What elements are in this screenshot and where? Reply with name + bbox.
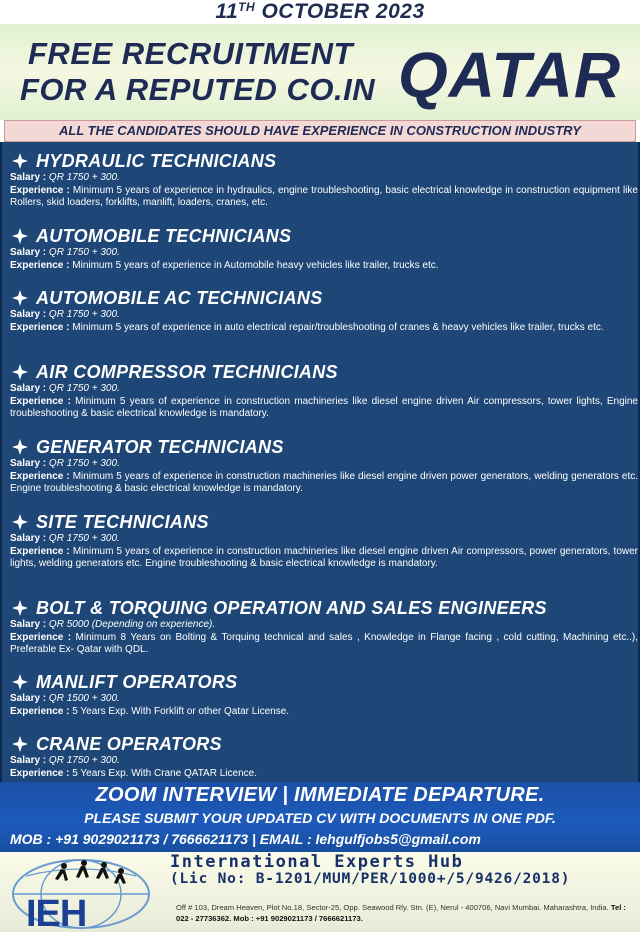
job-title: HYDRAULIC TECHNICIANS (36, 150, 277, 171)
headline-line-1: FREE RECRUITMENT (28, 36, 353, 71)
job-title: AUTOMOBILE TECHNICIANS (36, 225, 292, 246)
headline-line-2: FOR A REPUTED CO.IN (20, 72, 376, 107)
job-item (10, 671, 638, 718)
job-experience: Experience : 5 Years Exp. With Crane QATAR Licence. (10, 767, 257, 779)
country-name: QATAR (398, 39, 622, 111)
job-item (10, 361, 638, 421)
diamond-bullet-icon (10, 512, 30, 532)
application-footer (0, 782, 640, 852)
job-item (10, 225, 638, 272)
job-item (10, 511, 638, 571)
job-title: GENERATOR TECHNICIANS (36, 436, 284, 457)
diamond-bullet-icon (10, 437, 30, 457)
job-title: AUTOMOBILE AC TECHNICIANS (36, 287, 323, 308)
job-experience: Experience : Minimum 5 years of experience in hydraulics, engine troubleshooting, basic electrical knowledge in construction equipment like Rollers, skid loaders, forklifts, manlift, loaders, cranes, etc. (10, 184, 638, 208)
job-experience: Experience : Minimum 5 years of experience in construction machineries like diesel engine driven power generators, welding generators etc. Engine troubleshooting & basic electrical knowledge is mandatory. (10, 470, 639, 494)
job-experience: Experience : Minimum 8 Years on Bolting & Torquing technical and sales , Knowledge in Flange facing , cold cutting, Machining etc..), Preferable Ex- Qatar with QDL. (10, 631, 638, 655)
industry-requirement-bar (4, 120, 636, 142)
diamond-bullet-icon (10, 226, 30, 246)
posting-date: 11TH OCTOBER 2023 (215, 0, 425, 23)
diamond-bullet-icon (10, 734, 30, 754)
job-experience: Experience : Minimum 5 years of experience in construction machineries like diesel engine driven Air compressors, power generators, tower lights, welding generators etc. Engine troubleshooting & basic electrical knowledge is mandatory. (10, 545, 638, 569)
job-title: BOLT & TORQUING OPERATION AND SALES ENGINEERS (36, 597, 547, 618)
job-experience: Experience : Minimum 5 years of experience in Automobile heavy vehicles like trailer, trucks etc. (10, 259, 439, 271)
agency-name: International Experts Hub (170, 852, 464, 872)
job-item (10, 287, 638, 334)
job-experience: Experience : 5 Years Exp. With Forklift or other Qatar License. (10, 705, 290, 717)
job-list (0, 142, 640, 782)
diamond-bullet-icon (10, 288, 30, 308)
job-experience: Experience : Minimum 5 years of experience in auto electrical repair/troubleshooting of cranes & heavy vehicles like trailer, trucks etc. (10, 321, 604, 333)
contact-line: MOB : +91 9029021173 / 7666621173 | EMAIL : Iehgulfjobs5@gmail.com (10, 831, 481, 847)
job-salary: Salary : QR 1750 + 300. (10, 247, 120, 258)
job-experience: Experience : Minimum 5 years of experience in construction machineries like diesel engine driven Air compressors, tower lights, Engine troubleshooting & basic electrical knowledge is mandatory. (10, 395, 638, 419)
interview-notice: ZOOM INTERVIEW | IMMEDIATE DEPARTURE. (95, 784, 545, 806)
job-salary: Salary : QR 1750 + 300. (10, 755, 120, 766)
job-item (10, 150, 638, 210)
header-banner (0, 24, 640, 120)
submit-cv-notice: PLEASE SUBMIT YOUR UPDATED CV WITH DOCUMENTS IN ONE PDF. (84, 810, 556, 826)
agency-footer (0, 852, 640, 932)
job-salary: Salary : QR 1750 + 300. (10, 533, 120, 544)
job-title: MANLIFT OPERATORS (36, 671, 238, 692)
industry-requirement-text: ALL THE CANDIDATES SHOULD HAVE EXPERIENCE IN CONSTRUCTION INDUSTRY (59, 123, 581, 138)
diamond-bullet-icon (10, 598, 30, 618)
job-title: AIR COMPRESSOR TECHNICIANS (36, 361, 338, 382)
agency-address: Off # 103, Dream Heaven, Plot No.18, Sector-25, Opp. Seawood Rly. Stn. (E), Nerul - 400706, Navi Mumbai. Maharashtra, India. Tel : 022 - 27736362. Mob : +91 9029021173 / 7666621173. (176, 903, 626, 923)
job-salary: Salary : QR 1750 + 300. (10, 458, 120, 469)
job-title: CRANE OPERATORS (36, 733, 222, 754)
job-item (10, 436, 638, 496)
diamond-bullet-icon (10, 672, 30, 692)
svg-text:IEH: IEH (26, 893, 87, 930)
job-salary: Salary : QR 1500 + 300. (10, 693, 120, 704)
diamond-bullet-icon (10, 362, 30, 382)
agency-license: (Lic No: B-1201/MUM/PER/1000+/5/9426/2018) (170, 871, 571, 887)
job-salary: Salary : QR 5000 (Depending on experience). (10, 619, 216, 630)
job-salary: Salary : QR 1750 + 300. (10, 309, 120, 320)
job-item (10, 733, 638, 780)
diamond-bullet-icon (10, 151, 30, 171)
job-item (10, 597, 638, 657)
job-salary: Salary : QR 1750 + 300. (10, 172, 120, 183)
job-salary: Salary : QR 1750 + 300. (10, 383, 120, 394)
job-title: SITE TECHNICIANS (36, 511, 209, 532)
ieh-logo-icon (6, 854, 156, 930)
date-bar (0, 0, 640, 24)
